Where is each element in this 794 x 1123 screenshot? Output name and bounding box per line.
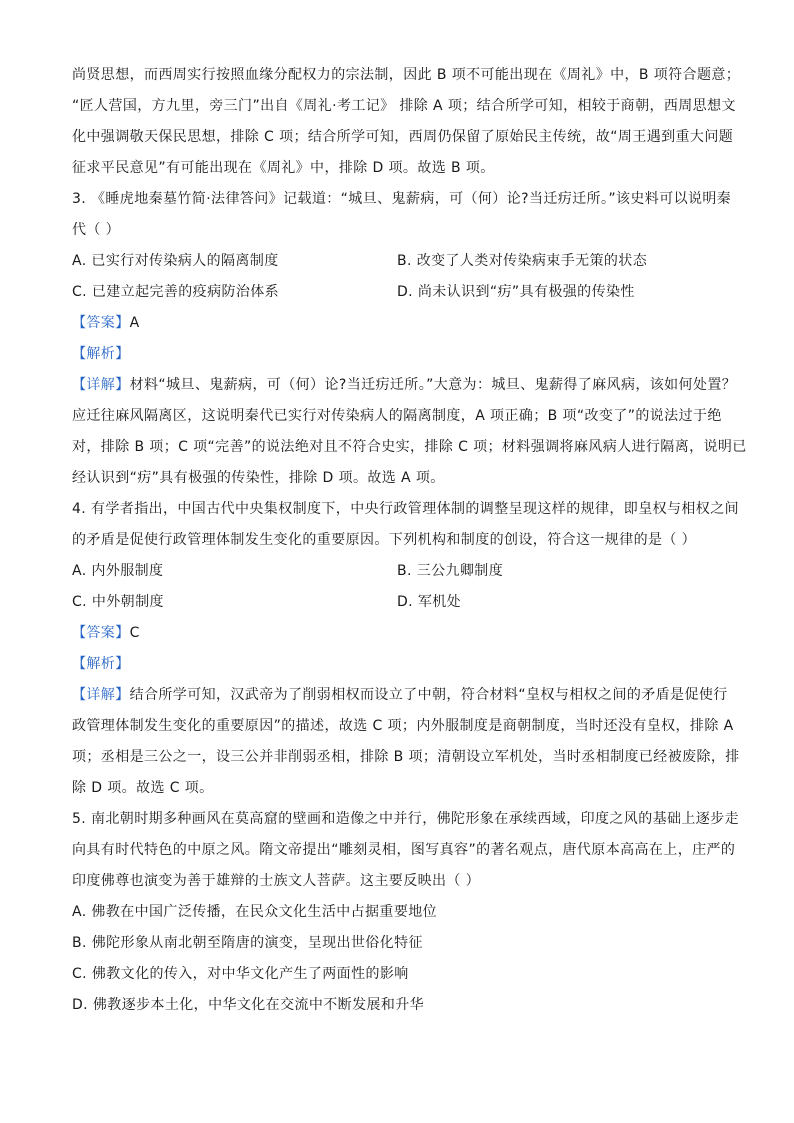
prev-analysis-line: “匠人营国，方九里，旁三门”出自《周礼·考工记》 排除 A 项；结合所学可知，相较于商朝，西周思想文 [72, 98, 736, 114]
q5-option-a: A. 佛教在中国广泛传播，在民众文化生活中占据重要地位 [72, 904, 438, 920]
q3-option-d: D. 尚未认识到“疠”具有极强的传染性 [397, 284, 635, 300]
q3-detail-line: 对，排除 B 项；C 项“完善”的说法绝对且不符合史实，排除 C 项；材料强调将麻风病人进行隔离，说明已 [72, 439, 747, 455]
q3-analysis [72, 339, 722, 370]
q3-option-b: B. 改变了人类对传染病束手无策的状态 [397, 253, 648, 269]
q3-detail [72, 370, 737, 401]
detail-tag: 【详解】 [72, 377, 130, 393]
detail-tag: 【详解】 [72, 687, 130, 703]
q4-detail-line: 除 D 项。故选 C 项。 [72, 780, 214, 796]
q3-detail-line: 应迁往麻风隔离区，这说明秦代已实行对传染病人的隔离制度，A 项正确；B 项“改变了”的说法过于绝 [72, 408, 722, 424]
analysis-tag: 【解析】 [72, 656, 130, 672]
q5-stem: 印度佛尊也演变为善于雄辩的士族文人菩萨。这主要反映出（ ） [72, 873, 481, 889]
q4-stem: 4. 有学者指出，中国古代中央集权制度下，中央行政管理体制的调整呈现这样的规律，即皇权与相权之间 [72, 501, 740, 517]
answer-tag: 【答案】 [72, 315, 130, 331]
q5-stem: 5. 南北朝时期多种画风在莫高窟的壁画和造像之中并行，佛陀形象在承续西域，印度之风的基础上逐步走 [72, 811, 740, 827]
q5-option-d: D. 佛教逐步本土化，中华文化在交流中不断发展和升华 [72, 997, 425, 1013]
answer-tag: 【答案】 [72, 625, 130, 641]
q4-options-row [72, 556, 722, 587]
q5-option-c: C. 佛教文化的传入，对中华文化产生了两面性的影响 [72, 966, 409, 982]
q4-option-c: C. 中外朝制度 [72, 594, 164, 610]
q4-option-a: A. 内外服制度 [72, 563, 164, 579]
q3-stem: 代（ ） [72, 222, 121, 238]
q4-detail [72, 680, 728, 711]
q4-options-row [72, 587, 722, 618]
q4-option-b: B. 三公九卿制度 [397, 563, 504, 579]
prev-analysis-line: 尚贤思想，而西周实行按照血缘分配权力的宗法制，因此 B 项不可能出现在《周礼》中，B 项符合题意； [72, 67, 741, 83]
q3-option-c: C. 已建立起完善的疫病防治体系 [72, 284, 280, 300]
q4-analysis [72, 649, 722, 680]
q4-answer [72, 618, 722, 649]
answer-value: A [129, 315, 140, 331]
detail-text: 结合所学可知，汉武帝为了削弱相权而设立了中朝，符合材料“皇权与相权之间的矛盾是促使行 [129, 687, 728, 703]
q3-options-row [72, 246, 722, 277]
q4-detail-line: 政管理体制发生变化的重要原因”的描述，故选 C 项；内外服制度是商朝制度，当时还没有皇权，排除 A [72, 718, 734, 734]
q4-detail-line: 项；丞相是三公之一，设三公并非削弱丞相，排除 B 项；清朝设立军机处，当时丞相制度已经被废除，排 [72, 749, 740, 765]
document-page [72, 60, 747, 1021]
q3-stem: 3. 《睡虎地秦墓竹简·法律答问》记载道：“城旦、鬼薪病，可（何）论?当迁疠迁所。”该史料可以说明秦 [72, 191, 732, 207]
q3-options-row [72, 277, 722, 308]
q3-answer [72, 308, 722, 339]
q4-stem: 的矛盾是促使行政管理体制发生变化的重要原因。下列机构和制度的创设，符合这一规律的是（ ） [72, 532, 697, 548]
analysis-tag: 【解析】 [72, 346, 130, 362]
q5-option-b: B. 佛陀形象从南北朝至隋唐的演变，呈现出世俗化特征 [72, 935, 423, 951]
answer-value: C [129, 625, 140, 641]
q4-option-d: D. 军机处 [397, 594, 462, 610]
q5-stem: 向具有时代特色的中原之风。隋文帝提出“雕刻灵相，图写真容”的著名观点，唐代原本高高在上，庄严的 [72, 842, 736, 858]
q3-detail-line: 经认识到“疠”具有极强的传染性，排除 D 项。故选 A 项。 [72, 470, 445, 486]
prev-analysis-line: 征求平民意见”有可能出现在《周礼》中，排除 D 项。故选 B 项。 [72, 160, 495, 176]
detail-text: 材料“城旦、鬼薪病，可（何）论?当迁疠迁所。”大意为：城旦、鬼薪得了麻风病，该如何处置？ [129, 377, 737, 393]
prev-analysis-line: 化中强调敬天保民思想，排除 C 项；结合所学可知，西周仍保留了原始民主传统，故“周王遇到重大问题 [72, 129, 734, 145]
q3-option-a: A. 已实行对传染病人的隔离制度 [72, 253, 279, 269]
